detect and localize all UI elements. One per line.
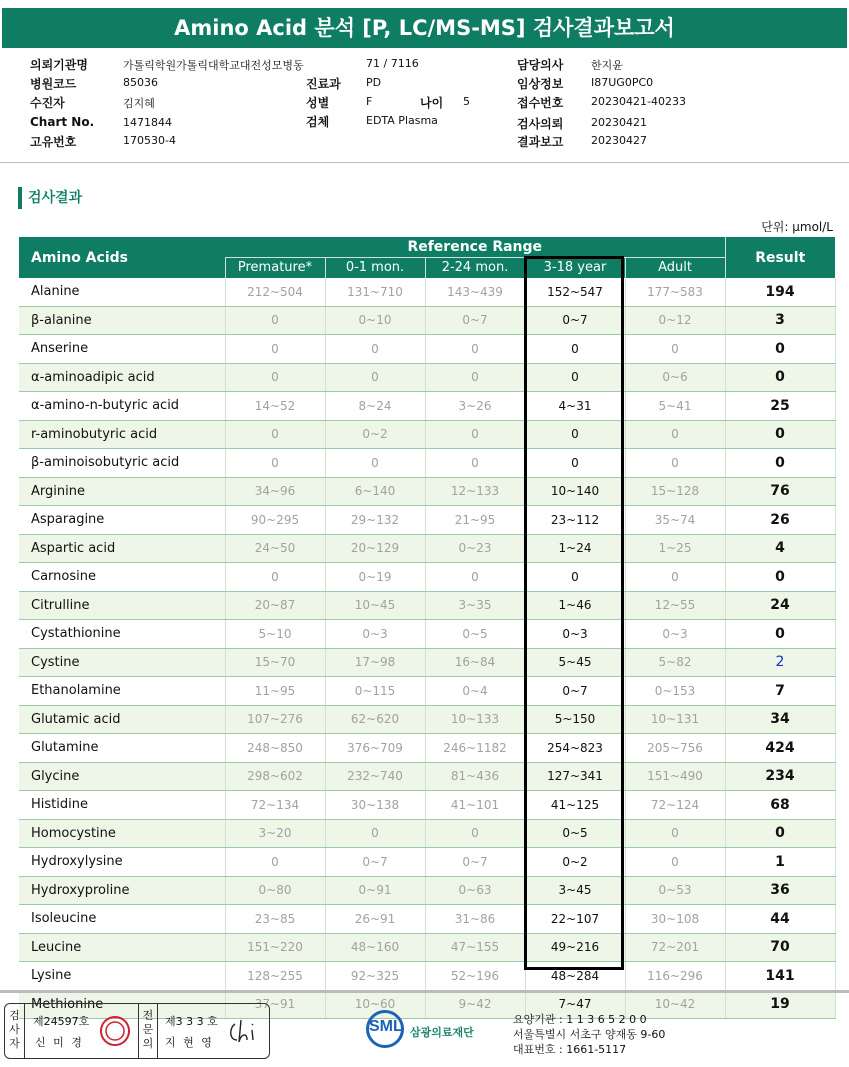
amino-acid-name: Carnosine [19,563,225,592]
result-value: 76 [725,477,835,506]
table-row [19,677,835,706]
table-row [19,791,835,820]
table-row [19,449,835,478]
reference-range-cell: 37~91 [225,990,325,1019]
reference-range-cell: 0 [225,335,325,364]
specialist-name: 지 현 영 [165,1036,214,1049]
reference-range-cell: 0~6 [625,363,725,392]
org-name: 삼광의료재단 [410,1026,474,1039]
table-row [19,933,835,962]
reference-range-cell: 0~4 [425,677,525,706]
reference-range-cell: 246~1182 [425,734,525,763]
reference-range-cell: 212~504 [225,278,325,306]
reference-range-cell: 0 [525,563,625,592]
institution-label: 의뢰기관명 [30,58,88,72]
reference-range-cell: 5~150 [525,705,625,734]
amino-acid-name: Arginine [19,477,225,506]
amino-acid-name: Leucine [19,933,225,962]
reference-range-cell: 107~276 [225,705,325,734]
reference-range-cell: 1~25 [625,534,725,563]
reference-range-cell: 0 [425,563,525,592]
reference-range-cell: 0~7 [525,306,625,335]
reference-range-cell: 0 [225,363,325,392]
amino-acid-name: r-aminobutyric acid [19,420,225,449]
reference-range-cell: 10~140 [525,477,625,506]
reference-range-cell: 12~133 [425,477,525,506]
dept-label: 진료과 [306,77,341,91]
reference-range-cell: 5~41 [625,392,725,421]
amino-acid-name: Histidine [19,791,225,820]
reference-range-cell: 131~710 [325,278,425,306]
reference-range-cell: 8~24 [325,392,425,421]
reference-range-cell: 1~46 [525,591,625,620]
amino-acid-name: Alanine [19,278,225,306]
reference-range-cell: 72~134 [225,791,325,820]
reference-range-cell: 116~296 [625,962,725,991]
signature-box [4,1003,270,1059]
reference-range-cell: 90~295 [225,506,325,535]
reference-range-cell: 0 [225,420,325,449]
reference-range-cell: 0~7 [525,677,625,706]
amino-acid-name: Glutamine [19,734,225,763]
reference-range-cell: 41~101 [425,791,525,820]
col-amino-acids: Amino Acids [19,237,225,278]
table-row [19,563,835,592]
amino-acid-name: Aspartic acid [19,534,225,563]
result-value: 68 [725,791,835,820]
unit-label: 단위: μmol/L [761,220,833,234]
reference-range-cell: 23~112 [525,506,625,535]
dept-value: PD [366,76,382,89]
reference-range-cell: 0 [425,420,525,449]
amino-acid-name: Asparagine [19,506,225,535]
amino-acid-name: Cystathionine [19,620,225,649]
result-value: 7 [725,677,835,706]
table-row [19,534,835,563]
amino-acid-name: Hydroxylysine [19,848,225,877]
reference-range-cell: 177~583 [625,278,725,306]
result-value: 0 [725,335,835,364]
hospital-code-label: 병원코드 [30,77,77,91]
result-value: 36 [725,876,835,905]
sex-label: 성별 [306,96,330,110]
reference-range-cell: 5~45 [525,648,625,677]
chart-value: 1471844 [123,116,172,129]
request-label: 검사의뢰 [517,117,564,131]
reference-range-cell: 376~709 [325,734,425,763]
result-value: 3 [725,306,835,335]
table-row [19,620,835,649]
reference-range-cell: 0~80 [225,876,325,905]
reference-range-cell: 0 [325,449,425,478]
table-row [19,819,835,848]
reference-range-cell: 6~140 [325,477,425,506]
reference-range-cell: 10~131 [625,705,725,734]
reference-range-cell: 31~86 [425,905,525,934]
unique-value: 170530-4 [123,134,176,147]
reference-range-cell: 0~7 [425,306,525,335]
reference-range-cell: 0~5 [525,819,625,848]
reference-range-cell: 205~756 [625,734,725,763]
reference-range-cell: 0 [625,420,725,449]
reference-range-cell: 72~201 [625,933,725,962]
clinical-label: 임상정보 [517,77,564,91]
reference-range-cell: 72~124 [625,791,725,820]
amino-acid-name: Isoleucine [19,905,225,934]
reference-range-cell: 52~196 [425,962,525,991]
reference-range-cell: 0~12 [625,306,725,335]
table-row [19,278,835,306]
receipt-label: 접수번호 [517,96,564,110]
amino-acid-name: β-alanine [19,306,225,335]
reference-range-cell: 10~42 [625,990,725,1019]
result-value: 0 [725,363,835,392]
reference-range-cell: 0 [525,335,625,364]
reference-range-cell: 0 [225,563,325,592]
reference-range-cell: 0~10 [325,306,425,335]
reference-range-cell: 3~26 [425,392,525,421]
reference-range-cell: 15~128 [625,477,725,506]
amino-acid-name: Cystine [19,648,225,677]
receipt-value: 20230421-40233 [591,95,686,108]
report-date-value: 20230427 [591,134,647,147]
table-row [19,962,835,991]
reference-range-cell: 1~24 [525,534,625,563]
clinical-value: I87UG0PC0 [591,76,654,89]
result-value: 34 [725,705,835,734]
table-row [19,363,835,392]
age-label: 나이 [420,96,444,110]
report-title: Amino Acid 분석 [P, LC/MS-MS] 검사결과보고서 [2,8,847,48]
table-row [19,591,835,620]
table-row [19,392,835,421]
reference-range-cell: 35~74 [625,506,725,535]
reference-range-cell: 151~490 [625,762,725,791]
reference-range-cell: 10~133 [425,705,525,734]
patient-info [0,56,849,156]
amino-acid-name: Glycine [19,762,225,791]
reference-range-cell: 30~108 [625,905,725,934]
reference-range-cell: 11~95 [225,677,325,706]
reference-range-cell: 0 [225,848,325,877]
reference-range-cell: 15~70 [225,648,325,677]
result-value: 2 [725,648,835,677]
amino-acid-name: Anserine [19,335,225,364]
tester-label: 검 사 자 [5,1004,25,1058]
specimen-value: EDTA Plasma [366,114,438,127]
result-value: 194 [725,278,835,306]
reference-range-cell: 0~153 [625,677,725,706]
amino-acid-name: Hydroxyproline [19,876,225,905]
footer-divider [0,990,849,993]
reference-range-cell: 16~84 [425,648,525,677]
reference-range-cell: 0 [225,449,325,478]
reference-range-cell: 24~50 [225,534,325,563]
seal-stamp-icon [99,1015,131,1047]
header-divider [0,162,849,163]
reference-range-cell: 10~45 [325,591,425,620]
report-date-label: 결과보고 [517,135,564,149]
result-value: 19 [725,990,835,1019]
reference-range-cell: 20~129 [325,534,425,563]
amino-acid-name: α-aminoadipic acid [19,363,225,392]
result-value: 70 [725,933,835,962]
reference-range-cell: 0~3 [525,620,625,649]
reference-range-cell: 128~255 [225,962,325,991]
reference-range-cell: 0 [525,363,625,392]
reference-range-cell: 10~60 [325,990,425,1019]
reference-range-cell: 248~850 [225,734,325,763]
reference-range-cell: 0 [625,563,725,592]
patient-label: 수진자 [30,96,65,110]
result-value: 234 [725,762,835,791]
logo-text: SML [369,1018,403,1035]
sml-logo [366,1008,506,1052]
reference-range-cell: 0 [425,819,525,848]
doctor-value: 한지윤 [591,59,623,72]
reference-range-cell: 17~98 [325,648,425,677]
amino-acid-name: Lysine [19,962,225,991]
reference-range-cell: 0 [325,819,425,848]
table-row [19,905,835,934]
unique-label: 고유번호 [30,135,77,149]
reference-range-cell: 0~19 [325,563,425,592]
reference-range-cell: 0 [625,819,725,848]
table-row [19,762,835,791]
reference-range-cell: 0~3 [325,620,425,649]
reference-range-cell: 0~63 [425,876,525,905]
reference-range-cell: 5~82 [625,648,725,677]
address: 서울특별시 서초구 양재동 9-60 [513,1028,666,1041]
reference-range-cell: 0 [325,363,425,392]
result-value: 0 [725,620,835,649]
reference-range-cell: 0~115 [325,677,425,706]
result-value: 25 [725,392,835,421]
reference-range-cell: 47~155 [425,933,525,962]
result-value: 4 [725,534,835,563]
reference-range-cell: 23~85 [225,905,325,934]
age-value: 5 [463,95,470,108]
table-row [19,477,835,506]
result-value: 0 [725,449,835,478]
result-value: 0 [725,563,835,592]
reference-range-cell: 152~547 [525,278,625,306]
hospital-code-value: 85036 [123,76,158,89]
ref-col-5: Adult [625,257,725,278]
reference-range-cell: 127~341 [525,762,625,791]
reference-range-cell: 0 [425,449,525,478]
specialist-number: 제3 3 3 호 [165,1015,218,1028]
sex-value: F [366,95,373,108]
amino-acid-name: Glutamic acid [19,705,225,734]
tester-name: 신 미 경 [35,1036,84,1049]
result-value: 424 [725,734,835,763]
table-row [19,705,835,734]
section-title: 검사결과 [18,187,82,209]
reference-range-cell: 48~284 [525,962,625,991]
col-result: Result [725,237,835,278]
result-value: 26 [725,506,835,535]
tester-number: 제24597호 [33,1015,90,1028]
specialist-label: 전 문 의 [138,1004,158,1058]
reference-range-cell: 0~2 [325,420,425,449]
reference-range-cell: 12~55 [625,591,725,620]
chart-label: Chart No. [30,115,95,129]
reference-range-cell: 0 [625,335,725,364]
ward-value: 71 / 7116 [366,57,419,70]
col-reference-range: Reference Range [225,237,725,257]
table-row [19,506,835,535]
reference-range-cell: 9~42 [425,990,525,1019]
amino-acid-name: β-aminoisobutyric acid [19,449,225,478]
result-value: 141 [725,962,835,991]
request-value: 20230421 [591,116,647,129]
table-row [19,734,835,763]
signature-icon [227,1018,265,1046]
reference-range-cell: 254~823 [525,734,625,763]
result-value: 0 [725,420,835,449]
ref-col-2: 0-1 mon. [325,257,425,278]
reference-range-cell: 14~52 [225,392,325,421]
reference-range-cell: 3~45 [525,876,625,905]
doctor-label: 담당의사 [517,58,564,72]
table-row [19,876,835,905]
reference-range-cell: 0~23 [425,534,525,563]
reference-range-cell: 62~620 [325,705,425,734]
reference-range-cell: 7~47 [525,990,625,1019]
reference-range-cell: 0 [425,363,525,392]
reference-range-cell: 3~35 [425,591,525,620]
phone: 대표번호 : 1661-5117 [513,1043,627,1056]
reference-range-cell: 232~740 [325,762,425,791]
reference-range-cell: 0~53 [625,876,725,905]
reference-range-cell: 22~107 [525,905,625,934]
reference-range-cell: 20~87 [225,591,325,620]
reference-range-cell: 4~31 [525,392,625,421]
reference-range-cell: 0~7 [425,848,525,877]
amino-acid-name: α-amino-n-butyric acid [19,392,225,421]
reference-range-cell: 0~2 [525,848,625,877]
reference-range-cell: 81~436 [425,762,525,791]
amino-acid-name: Citrulline [19,591,225,620]
results-table [19,237,836,1019]
reference-range-cell: 0 [525,449,625,478]
table-row [19,306,835,335]
amino-acid-name: Methionine [19,990,225,1019]
result-value: 24 [725,591,835,620]
reference-range-cell: 151~220 [225,933,325,962]
amino-acid-name: Ethanolamine [19,677,225,706]
reference-range-cell: 0 [425,335,525,364]
care-number: 요양기관 : 1 1 3 6 5 2 0 0 [513,1013,647,1026]
reference-range-cell: 0 [625,848,725,877]
reference-range-cell: 34~96 [225,477,325,506]
reference-range-cell: 298~602 [225,762,325,791]
reference-range-cell: 49~216 [525,933,625,962]
reference-range-cell: 0~7 [325,848,425,877]
ref-col-1: Premature* [225,257,325,278]
patient-value: 김지혜 [123,97,155,110]
reference-range-cell: 0 [525,420,625,449]
reference-range-cell: 0~91 [325,876,425,905]
reference-range-cell: 143~439 [425,278,525,306]
reference-range-cell: 0 [325,335,425,364]
result-value: 0 [725,819,835,848]
reference-range-cell: 0 [625,449,725,478]
amino-acid-name: Homocystine [19,819,225,848]
reference-range-cell: 0 [225,306,325,335]
reference-range-cell: 41~125 [525,791,625,820]
reference-range-cell: 3~20 [225,819,325,848]
ref-col-4: 3-18 year [525,257,625,278]
reference-range-cell: 26~91 [325,905,425,934]
reference-range-cell: 30~138 [325,791,425,820]
reference-range-cell: 0~3 [625,620,725,649]
reference-range-cell: 0~5 [425,620,525,649]
specimen-label: 검체 [306,115,330,129]
reference-range-cell: 29~132 [325,506,425,535]
reference-range-cell: 21~95 [425,506,525,535]
reference-range-cell: 48~160 [325,933,425,962]
table-row [19,420,835,449]
table-row [19,335,835,364]
reference-range-cell: 5~10 [225,620,325,649]
institution-value: 가톨릭학원가톨릭대학교대전성모병동 [123,59,304,72]
result-value: 1 [725,848,835,877]
result-value: 44 [725,905,835,934]
table-row [19,848,835,877]
table-row [19,648,835,677]
reference-range-cell: 92~325 [325,962,425,991]
ref-col-3: 2-24 mon. [425,257,525,278]
